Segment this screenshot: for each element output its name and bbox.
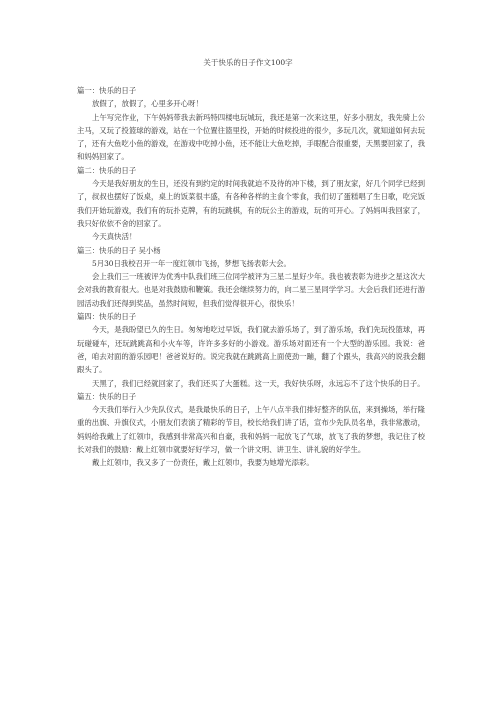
paragraph: 会上我们三一班被评为优秀中队我们班三位同学被评为三星二星好少年。我也被表彰为进步之星这次大会对我的教育很大。也是对我鼓励和鞭策。我还会继续努力的，向二星三星同学学习。大会后我们还进行游园活动我们还得到奖品，虽然时间短，但我们觉得很开心，很快乐！: [77, 272, 425, 308]
section-heading: 篇二：快乐的日子: [77, 165, 137, 175]
section-heading: 篇一：快乐的日子: [77, 86, 137, 95]
paragraph: 戴上红领巾，我又多了一份责任，戴上红领巾，我要为她增光添彩。: [92, 458, 314, 468]
paragraph: 天黑了，我们已经就回家了，我们还买了大蛋糕。这一天，我好快乐呀，永远忘不了这个快乐的日子。: [92, 378, 425, 388]
document-body: [77, 84, 425, 470]
paragraph: 今天，是我盼望已久的生日。匆匆地吃过早饭，我们就去游乐场了，到了游乐场，我们先玩投篮球，再玩碰碰车，还玩跳跳高和小火车等，许许多多好的小游戏。游乐场对面还有一个大型的游乐园。我说：爸爸，咱去对面的游乐园吧！爸爸说好的。说完我就在跳跳高上面使劲一蹦，翻了个跟头，我高兴的说我会翻跟头了。: [77, 325, 425, 375]
document-title: 关于快乐的日子作文100字: [203, 58, 293, 67]
paragraph: 5月30日我校召开一年一度红领巾飞扬，梦想飞扬表彰大会。: [92, 258, 291, 268]
section-heading: 篇五：快乐的日子: [77, 391, 137, 401]
paragraph: 今天真快活！: [92, 232, 137, 242]
paragraph: 今天我们举行入少先队仪式，是我最快乐的日子，上午八点半我们排好整齐的队伍，来到操场，举行隆重的出旗、升旗仪式，小朋友们表演了精彩的节目，校长给我们讲了话，宣布少先队员名单，我非常激动，妈妈给我戴上了红领巾，我感到非常高兴和自豪，我和妈妈一起放飞了气球，放飞了我的梦想，我记住了校长对我们的鼓励：戴上红领巾就要好好学习，做一个讲文明、讲卫生、讲礼貌的好学生。: [77, 405, 425, 455]
section-heading: 篇三：快乐的日子 吴小杨: [77, 245, 161, 255]
paragraph: 今天是我好朋友的生日，还没有到约定的时间我就迫不及待的冲下楼，到了朋友家，好几个同学已经到了，叔叔也摆好了饭桌，桌上的饭菜很丰盛，有各种各样的主食个零食，我们切了蛋糕唱了生日歌，吃完饭我们开始玩游戏，我们有的玩扑克牌，有的玩跳棋，有的玩公主的游戏，玩的可开心。了妈妈叫我回家了，我只好依依不舍的回家了。: [77, 179, 425, 228]
paragraph: 放假了，放假了，心里多开心呀！: [92, 99, 203, 109]
section-heading: 篇四：快乐的日子: [77, 312, 137, 322]
paragraph: 上午写完作业，下午妈妈带我去新玛特四楼电玩城玩，我还是第一次来这里，好多小朋友，我先骑上公主马，又玩了投篮球的游戏，站在一个位置往篮里投，开始的时候投进的很少，多玩几次，就知道如何去玩了，还有大鱼吃小鱼的游戏，在游戏中吃掉小鱼，还不能让大鱼吃掉，手眼配合很重要，天黑要回家了，我和妈妈回家了。: [77, 112, 425, 162]
